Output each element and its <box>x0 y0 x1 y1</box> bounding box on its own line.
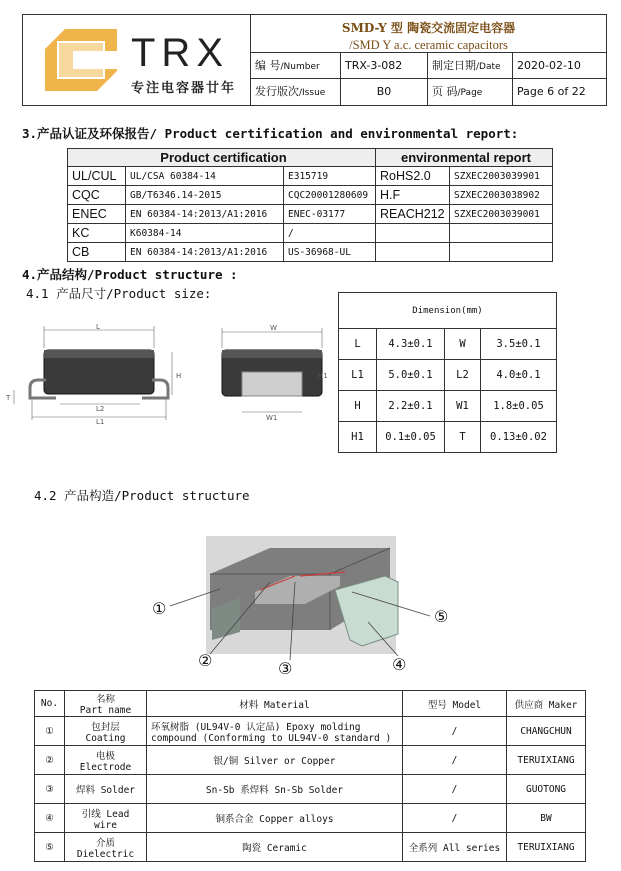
certification-table <box>67 148 553 262</box>
document-header <box>22 14 607 106</box>
parts-row: ③ 焊料 Solder Sn-Sb 系焊料 Sn-Sb Solder / GUOTONG <box>35 775 586 804</box>
cert-row: UL/CUL UL/CSA 60384-14 E315719 RoHS2.0 SZXEC2003039901 <box>68 167 553 186</box>
logo-cell <box>23 15 251 105</box>
label-L1: L1 <box>96 418 105 426</box>
title-chinese: SMD-Y 型 陶瓷交流固定电容器 <box>341 21 516 35</box>
page-label: 页 码/Page <box>428 79 513 105</box>
issue-value: B0 <box>341 79 428 105</box>
logo-slogan: 专注电容器廿年 <box>131 81 237 96</box>
document-title <box>251 15 606 53</box>
date-label: 制定日期/Date <box>428 53 513 79</box>
parts-table <box>34 690 586 862</box>
parts-row: ④ 引线 Lead wire 铜系合金 Copper alloys / BW <box>35 804 586 833</box>
dimension-row: L1 5.0±0.1 L2 4.0±0.1 <box>339 360 557 391</box>
cert-row: ENEC EN 60384-14:2013/A1:2016 ENEC-03177 REACH212 SZXEC2003039001 <box>68 205 553 224</box>
number-value: TRX-3-082 <box>341 53 428 79</box>
label-L: L <box>96 323 100 331</box>
title-english: /SMD Y a.c. ceramic capacitors <box>349 38 508 52</box>
env-header: environmental report <box>376 149 553 167</box>
page-value: Page 6 of 22 <box>517 85 586 98</box>
callout-5: ⑤ <box>434 607 449 626</box>
dimension-drawing <box>4 320 334 435</box>
header-row-number <box>251 53 606 79</box>
number-label: 编 号/Number <box>251 53 341 79</box>
parts-row: ⑤ 介质 Dielectric 陶瓷 Ceramic 全系列 All series TERUIXIANG <box>35 833 586 862</box>
product-structure-title: 4.2 产品构造/Product structure <box>34 488 250 503</box>
callout-3: ③ <box>278 659 293 678</box>
label-L2: L2 <box>96 405 105 413</box>
product-size-title: 4.1 产品尺寸/Product size: <box>26 286 212 301</box>
logo-text: TRX <box>131 31 229 75</box>
label-W: W <box>270 324 277 332</box>
company-logo-icon <box>45 29 117 91</box>
label-T: T <box>6 394 11 402</box>
issue-label: 发行版次/Issue <box>251 79 341 105</box>
section-3-title: 3.产品认证及环保报告/ Product certification and environmental report: <box>22 126 519 141</box>
cert-row: KC K60384-14 / <box>68 224 553 243</box>
label-W1: W1 <box>266 414 278 422</box>
label-H: H <box>176 372 182 380</box>
cert-header: Product certification <box>68 149 376 167</box>
callout-2: ② <box>198 651 213 670</box>
parts-header-row: No. 名称 Part name 材料 Material 型号 Model 供应商 Maker <box>35 691 586 717</box>
dimension-row: H1 0.1±0.05 T 0.13±0.02 <box>339 422 557 453</box>
parts-row: ② 电极 Electrode 银/铜 Silver or Copper / TERUIXIANG <box>35 746 586 775</box>
dimension-caption: Dimension(mm) <box>339 293 557 329</box>
header-row-issue <box>251 79 606 105</box>
structure-drawing <box>140 534 470 680</box>
dimension-row: H 2.2±0.1 W1 1.8±0.05 <box>339 391 557 422</box>
cert-row: CQC GB/T6346.14-2015 CQC20001280609 H.F SZXEC2003038902 <box>68 186 553 205</box>
dimension-row: L 4.3±0.1 W 3.5±0.1 <box>339 329 557 360</box>
label-H1: H1 <box>318 372 328 380</box>
section-4-title: 4.产品结构/Product structure : <box>22 267 238 282</box>
parts-row: ① 包封层 Coating 环氧树脂 (UL94V-0 认定品) Epoxy molding compound (Conforming to UL94V-0 standard ) / CHANGCHUN <box>35 717 586 746</box>
cert-row: CB EN 60384-14:2013/A1:2016 US-36968-UL <box>68 243 553 262</box>
callout-1: ① <box>152 599 167 618</box>
callout-4: ④ <box>392 655 407 674</box>
dimension-table <box>338 292 557 453</box>
date-value: 2020-02-10 <box>517 59 581 72</box>
